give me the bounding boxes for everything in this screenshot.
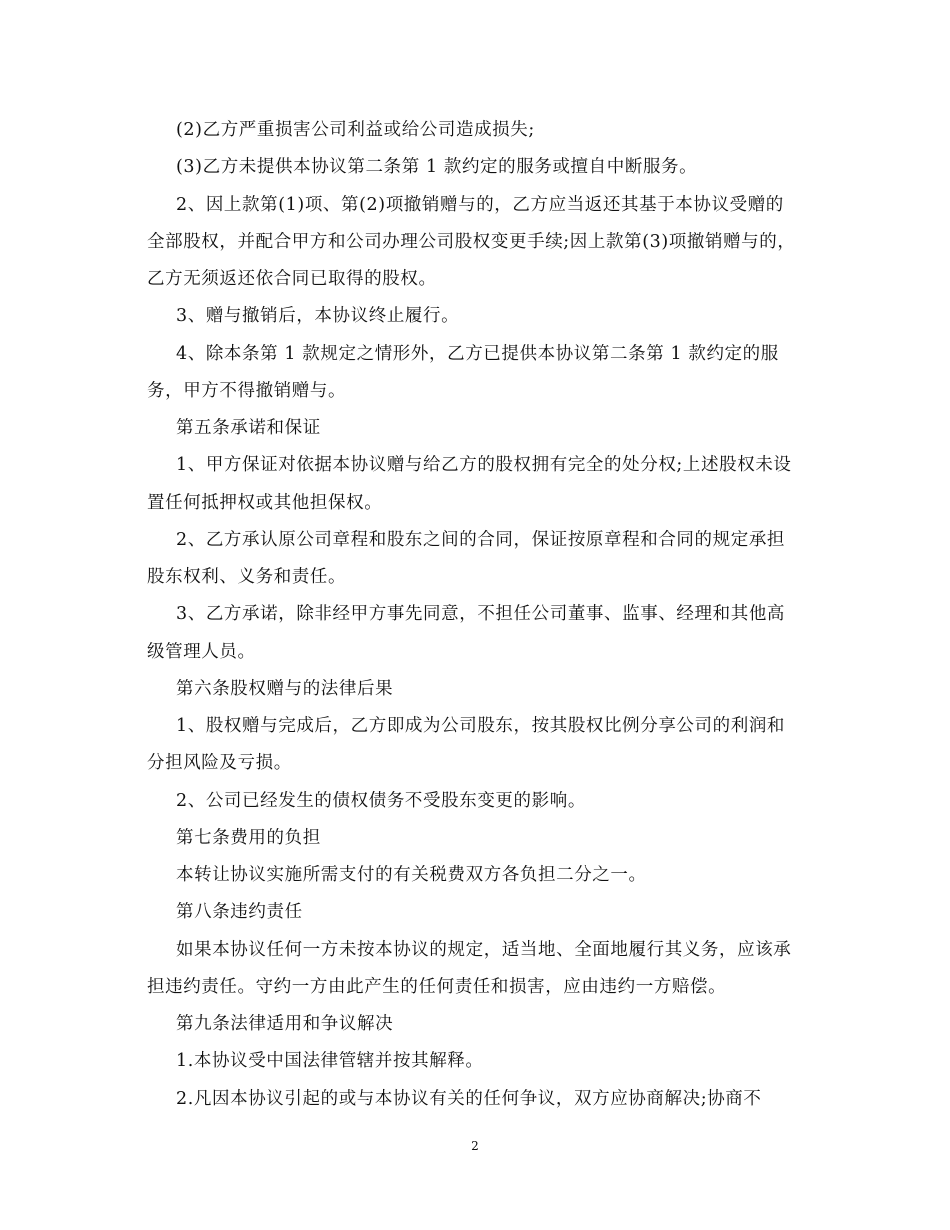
section-heading: 第九条法律适用和争议解决 — [176, 1014, 394, 1034]
text-line: 2、公司已经发生的债权债务不受股东变更的影响。 — [176, 791, 586, 811]
section-heading: 第五条承诺和保证 — [176, 418, 321, 438]
text-line: 置任何抵押权或其他担保权。 — [147, 493, 383, 513]
text-line: (3)乙方未提供本协议第二条第 1 款约定的服务或擅自中断服务。 — [176, 157, 698, 177]
text-line: 级管理人员。 — [147, 642, 256, 662]
text-line: 本转让协议实施所需支付的有关税费双方各负担二分之一。 — [176, 865, 647, 885]
text-line: 2、乙方承认原公司章程和股东之间的合同，保证按原章程和合同的规定承担 — [176, 530, 786, 550]
text-line: 3、乙方承诺，除非经甲方事先同意，不担任公司董事、监事、经理和其他高 — [176, 604, 786, 624]
text-line: 2、因上款第(1)项、第(2)项撤销赠与的，乙方应当返还其基于本协议受赠的 — [176, 195, 784, 215]
text-line: 3、赠与撤销后，本协议终止履行。 — [176, 306, 460, 326]
text-line: (2)乙方严重损害公司利益或给公司造成损失; — [176, 120, 535, 140]
text-line: 股东权利、义务和责任。 — [147, 567, 347, 587]
text-line: 1、甲方保证对依据本协议赠与给乙方的股权拥有完全的处分权;上述股权未设 — [176, 455, 792, 475]
section-heading: 第六条股权赠与的法律后果 — [176, 679, 394, 699]
text-line: 务，甲方不得撤销赠与。 — [147, 381, 347, 401]
text-line: 2.凡因本协议引起的或与本协议有关的任何争议，双方应协商解决;协商不 — [176, 1089, 762, 1109]
section-heading: 第八条违约责任 — [176, 902, 303, 922]
text-line: 分担风险及亏损。 — [147, 753, 292, 773]
text-line: 4、除本条第 1 款规定之情形外，乙方已提供本协议第二条第 1 款约定的服 — [176, 344, 779, 364]
text-line: 如果本协议任何一方未按本协议的规定，适当地、全面地履行其义务，应该承 — [176, 940, 792, 960]
text-line: 全部股权，并配合甲方和公司办理公司股权变更手续;因上款第(3)项撤销赠与的， — [147, 232, 796, 252]
text-line: 1、股权赠与完成后，乙方即成为公司股东，按其股权比例分享公司的利润和 — [176, 716, 786, 736]
text-line: 1.本协议受中国法律管辖并按其解释。 — [176, 1051, 484, 1071]
text-line: 担违约责任。守约一方由此产生的任何责任和损害，应由违约一方赔偿。 — [147, 977, 727, 997]
page-number: 2 — [471, 1139, 479, 1153]
text-line: 乙方无须返还依合同已取得的股权。 — [147, 269, 437, 289]
section-heading: 第七条费用的负担 — [176, 828, 321, 848]
